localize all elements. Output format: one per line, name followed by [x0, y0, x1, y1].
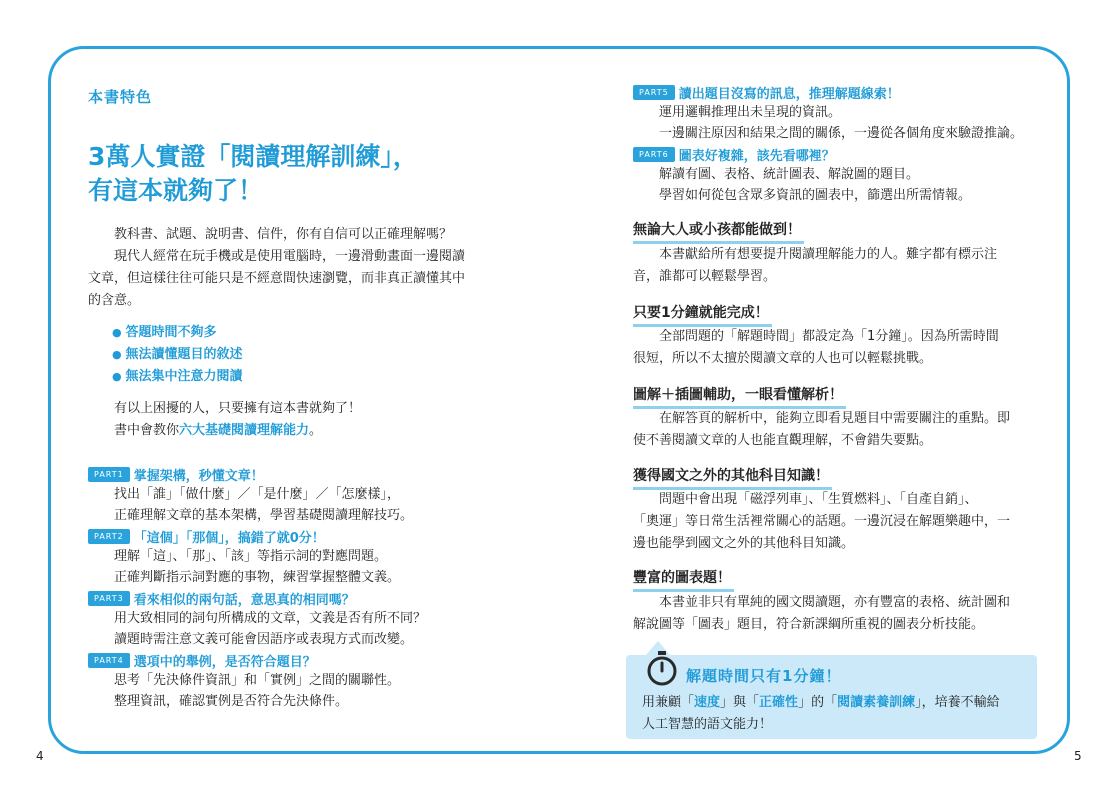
- feature-line: 使不善閱讀文章的人也能直觀理解，不會錯失要點。: [633, 433, 933, 448]
- part-line: 學習如何從包含眾多資訊的圖表中，篩選出所需情報。: [659, 188, 972, 203]
- part-title: 選項中的舉例，是否符合題目？: [133, 654, 316, 670]
- bullet-item: ● 無法集中注意力閱讀: [112, 366, 242, 388]
- page-number-right: 5: [1074, 749, 1082, 763]
- part-title: 讀出題目沒寫的訊息，推理解題線索！: [678, 86, 900, 102]
- part-badge: PART5: [633, 85, 675, 100]
- accuracy-highlight: 正確性: [759, 695, 799, 710]
- speed-highlight: 速度: [694, 695, 721, 710]
- intro-paragraph: [88, 224, 528, 312]
- intro-line: 教科書、試題、說明書、信件，你有自信可以正確理解嗎？: [114, 227, 453, 242]
- part-line: 用大致相同的詞句所構成的文章，文義是否有所不同？: [114, 611, 427, 626]
- feature-line: 全部問題的「解題時間」都設定為「1分鐘」。因為所需時間: [659, 329, 999, 344]
- part-title: 掌握架構，秒懂文章！: [133, 468, 264, 484]
- feature-heading: 豐富的圖表題！: [633, 567, 734, 592]
- part-2: [88, 526, 400, 588]
- stopwatch-icon: [642, 648, 682, 688]
- callout-text: [642, 692, 1032, 736]
- feature-heading: 圖解＋插圖輔助，一眼看懂解析！: [633, 384, 846, 409]
- feature-heading: 獲得國文之外的其他科目知識！: [633, 465, 832, 490]
- intro-line: 文章，但這樣往往可能只是不經意間快速瀏覽，而非真正讀懂其中: [88, 271, 466, 286]
- callout-text-part: 」，培養不輸給: [915, 695, 1000, 710]
- feature-line: 很短，所以不太擅於閱讀文章的人也可以輕鬆挑戰。: [633, 351, 933, 366]
- feature-line: 邊也能學到國文之外的其他科目知識。: [633, 536, 855, 551]
- feature-line: 音，誰都可以輕鬆學習。: [633, 269, 777, 284]
- part-line: 找出「誰」「做什麼」／「是什麼」／「怎麼樣」，: [114, 487, 401, 502]
- closing-line-1: 有以上困擾的人，只要擁有這本書就夠了！: [114, 401, 362, 416]
- part-title: 看來相似的兩句話，意思真的相同嗎？: [133, 592, 355, 608]
- feature-heading: 只要1分鐘就能完成！: [633, 302, 772, 327]
- feature-paragraph: [633, 244, 1038, 288]
- literacy-training-highlight: 閱讀素養訓練: [837, 695, 916, 710]
- part-line: 正確判斷指示詞對應的事物，練習掌握整體文義。: [114, 570, 401, 585]
- part-line: 整理資訊，確認實例是否符合先決條件。: [114, 694, 349, 709]
- part-6: [633, 144, 971, 206]
- feature-line: 問題中會出現「磁浮列車」、「生質燃料」、「自產自銷」、: [659, 492, 978, 507]
- bullet-item: ● 無法讀懂題目的敘述: [112, 344, 242, 366]
- feature-line: 「奧運」等日常生活裡常關心的話題。一邊沉浸在解題樂趣中，一: [633, 514, 1011, 529]
- feature-paragraph: [633, 326, 1038, 370]
- feature-line: 本書獻給所有想要提升閱讀理解能力的人。難字都有標示注: [659, 247, 998, 262]
- problem-bullets: [112, 322, 242, 388]
- feature-paragraph: [633, 408, 1038, 452]
- part-badge: PART2: [88, 529, 130, 544]
- feature-line: 本書並非只有單純的國文閱讀題，亦有豐富的表格、統計圖和: [659, 595, 1011, 610]
- part-badge: PART1: [88, 467, 130, 482]
- part-badge: PART6: [633, 147, 675, 162]
- feature-line: 在解答頁的解析中，能夠立即看見題目中需要關注的重點。即: [659, 411, 1011, 426]
- bullet-item: ● 答題時間不夠多: [112, 322, 242, 344]
- part-line: 理解「這」、「那」、「該」等指示詞的對應問題。: [114, 549, 388, 564]
- part-title: 「這個」「那個」，搞錯了就0分！: [133, 530, 325, 546]
- closing-text: 書中會教你: [114, 423, 180, 438]
- part-line: 讀題時需注意文義可能會因語序或表現方式而改變。: [114, 632, 414, 647]
- callout-text-part: 用兼顧「: [642, 695, 695, 710]
- feature-paragraph: [633, 489, 1038, 555]
- headline-line-1: 3萬人實證「閱讀理解訓練」，: [88, 142, 418, 171]
- part-line: 解讀有圖、表格、統計圖表、解說圖的題目。: [659, 167, 920, 182]
- section-label: 本書特色: [88, 88, 153, 106]
- page-number-left: 4: [36, 749, 44, 763]
- feature-heading: 無論大人或小孩都能做到！: [633, 219, 804, 244]
- closing-paragraph: [88, 398, 548, 442]
- six-skills-highlight: 六大基礎閱讀理解能力: [179, 423, 310, 438]
- callout-text-part: 」的「: [798, 695, 838, 710]
- callout-line-1: [642, 692, 1032, 714]
- part-line: 正確理解文章的基本架構，學習基礎閱讀理解技巧。: [114, 508, 414, 523]
- headline: [88, 140, 418, 208]
- part-title: 圖表好複雜，該先看哪裡？: [678, 148, 835, 164]
- closing-line-2: [88, 420, 548, 442]
- feature-paragraph: [633, 592, 1038, 636]
- callout-line-2: 人工智慧的語文能力！: [642, 717, 773, 732]
- part-5: [633, 82, 1023, 144]
- callout-title: 解題時間只有1分鐘！: [686, 667, 842, 685]
- part-badge: PART4: [88, 653, 130, 668]
- part-line: 思考「先決條件資訊」和「實例」之間的關聯性。: [114, 673, 401, 688]
- part-line: 一邊關注原因和結果之間的關係，一邊從各個角度來驗證推論。: [659, 126, 1024, 141]
- part-3: [88, 588, 426, 650]
- part-1: [88, 464, 413, 526]
- part-4: [88, 650, 400, 712]
- callout-text-part: 」與「: [720, 695, 760, 710]
- part-line: 運用邏輯推理出未呈現的資訊。: [659, 105, 842, 120]
- headline-line-2: 有這本就夠了！: [88, 176, 264, 205]
- feature-line: 解說圖等「圖表」題目，符合新課綱所重視的圖表分析技能。: [633, 617, 985, 632]
- closing-text: 。: [309, 423, 323, 438]
- part-badge: PART3: [88, 591, 130, 606]
- intro-line: 現代人經常在玩手機或是使用電腦時，一邊滑動畫面一邊閱讀: [114, 249, 466, 264]
- intro-line: 的含意。: [88, 293, 141, 308]
